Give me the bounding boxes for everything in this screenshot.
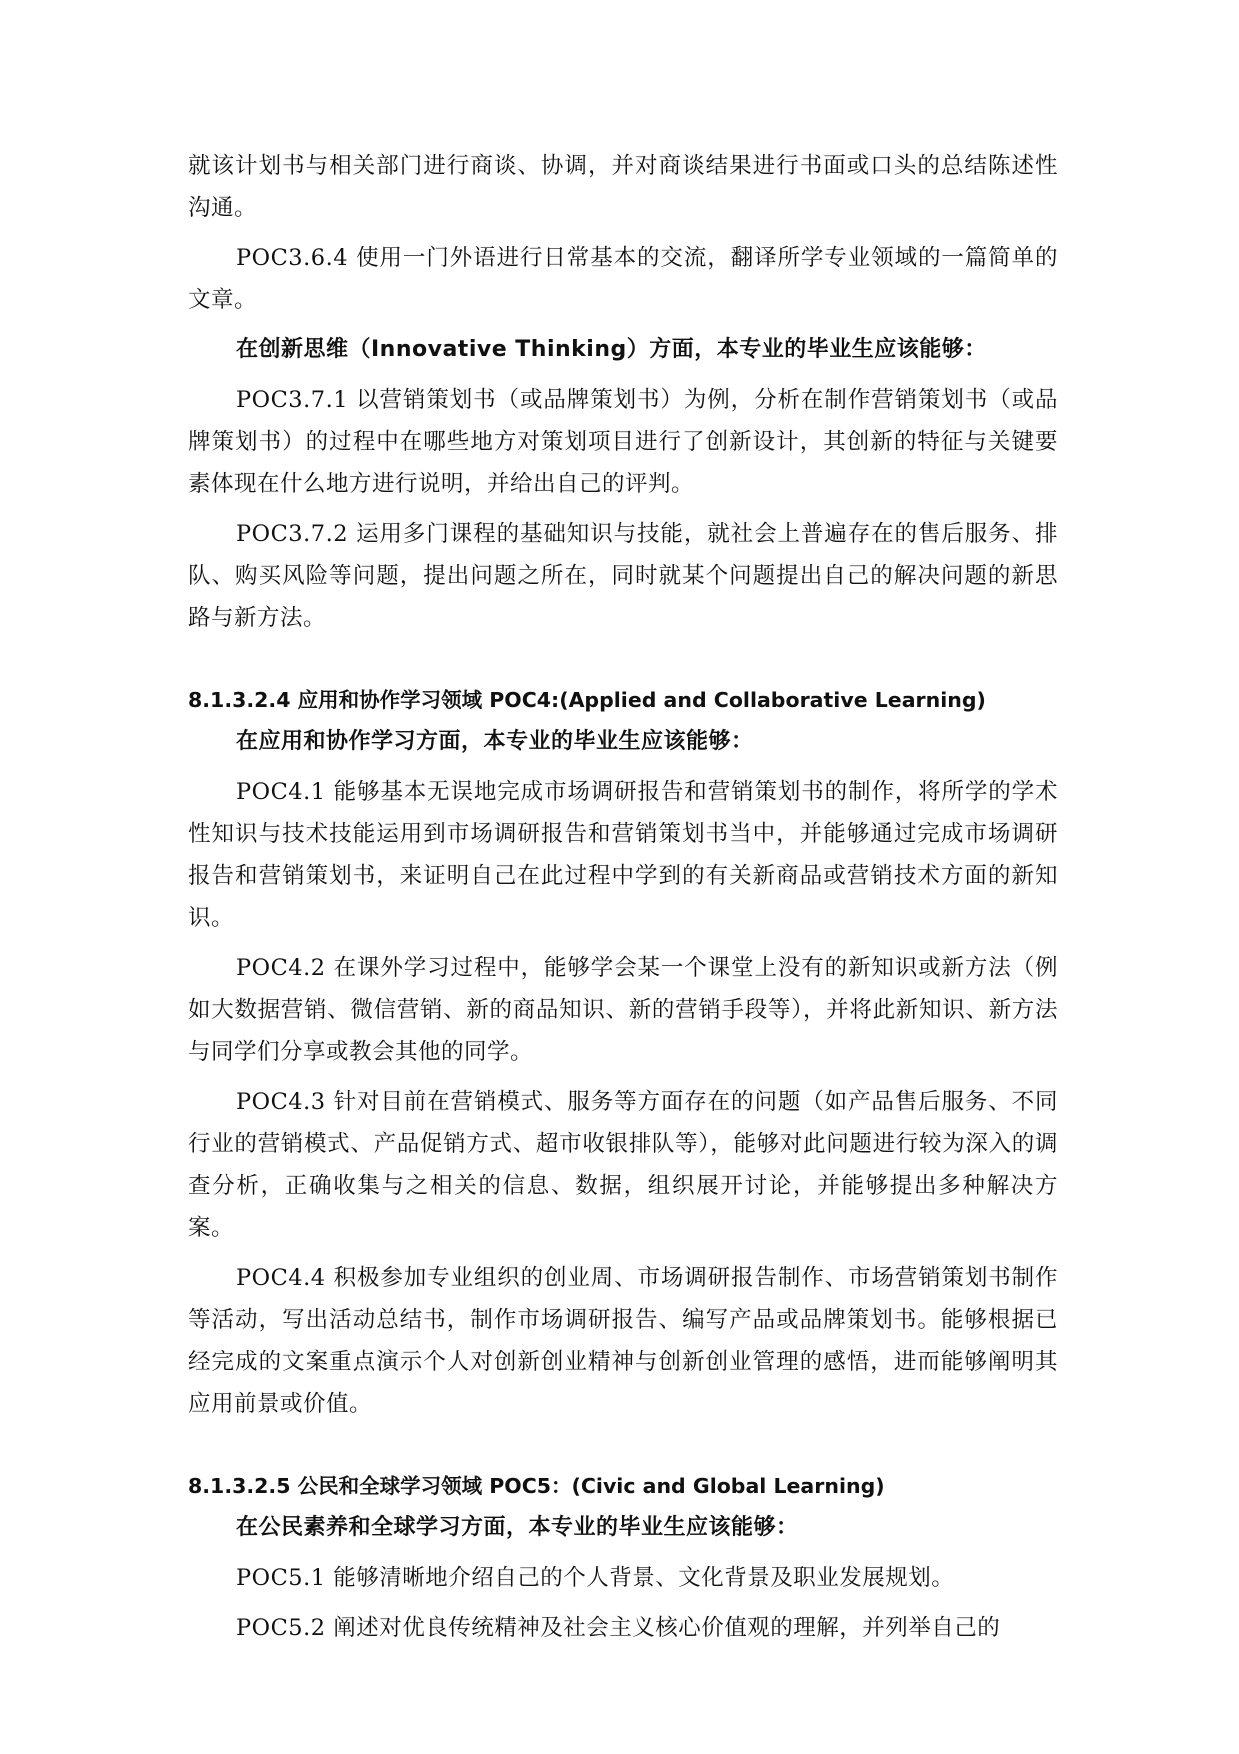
heading-innovative-thinking: 在创新思维（Innovative Thinking）方面，本专业的毕业生应该能够： — [236, 337, 987, 362]
paragraph-poc4-1: POC4.1 能够基本无误地完成市场调研报告和营销策划书的制作，将所学的学术性知识与技术技能运用到市场调研报告和营销策划书当中，并能够通过完成市场调研报告和营销策划书，来证明自己在此过程中学到的有关新商品或营销技术方面的新知识。 — [188, 779, 1058, 931]
paragraph-poc3-7-2: POC3.7.2 运用多门课程的基础知识与技能，就社会上普遍存在的售后服务、排队、购买风险等问题，提出问题之所在，同时就某个问题提出自己的解决问题的新思路与新方法。 — [188, 521, 1058, 631]
paragraph-poc3-6-4: POC3.6.4 使用一门外语进行日常基本的交流，翻译所学专业领域的一篇简单的文章。 — [188, 245, 1058, 313]
subheading-civic-global: 在公民素养和全球学习方面，本专业的毕业生应该能够： — [236, 1515, 799, 1540]
paragraph-poc5-1: POC5.1 能够清晰地介绍自己的个人背景、文化背景及职业发展规划。 — [236, 1565, 955, 1591]
paragraph-poc3-7-1: POC3.7.1 以营销策划书（或品牌策划书）为例，分析在制作营销策划书（或品牌策划书）的过程中在哪些地方对策划项目进行了创新设计，其创新的特征与关键要素体现在什么地方进行说明，并给出自己的评判。 — [188, 387, 1058, 497]
document-page — [188, 145, 1058, 1649]
section-heading-8-1-3-2-4: 8.1.3.2.4 应用和协作学习领域 POC4:(Applied and Collaborative Learning) — [188, 688, 986, 712]
paragraph-poc4-2: POC4.2 在课外学习过程中，能够学会某一个课堂上没有的新知识或新方法（例如大数据营销、微信营销、新的商品知识、新的营销手段等），并将此新知识、新方法与同学们分享或教会其他的同学。 — [188, 955, 1058, 1065]
paragraph-poc4-4: POC4.4 积极参加专业组织的创业周、市场调研报告制作、市场营销策划书制作等活动，写出活动总结书，制作市场调研报告、编写产品或品牌策划书。能够根据已经完成的文案重点演示个人对创新创业精神与创新创业管理的感悟，进而能够阐明其应用前景或价值。 — [188, 1265, 1058, 1417]
subheading-applied-collaborative: 在应用和协作学习方面，本专业的毕业生应该能够： — [236, 729, 754, 754]
paragraph-poc4-3: POC4.3 针对目前在营销模式、服务等方面存在的问题（如产品售后服务、不同行业的营销模式、产品促销方式、超市收银排队等），能够对此问题进行较为深入的调查分析，正确收集与之相关的信息、数据，组织展开讨论，并能够提出多种解决方案。 — [188, 1089, 1058, 1241]
paragraph-continuation: 就该计划书与相关部门进行商谈、协调，并对商谈结果进行书面或口头的总结陈述性沟通。 — [188, 153, 1058, 221]
section-heading-8-1-3-2-5: 8.1.3.2.5 公民和全球学习领域 POC5：(Civic and Global Learning) — [188, 1474, 885, 1498]
paragraph-poc5-2: POC5.2 阐述对优良传统精神及社会主义核心价值观的理解，并列举自己的 — [236, 1615, 1001, 1641]
